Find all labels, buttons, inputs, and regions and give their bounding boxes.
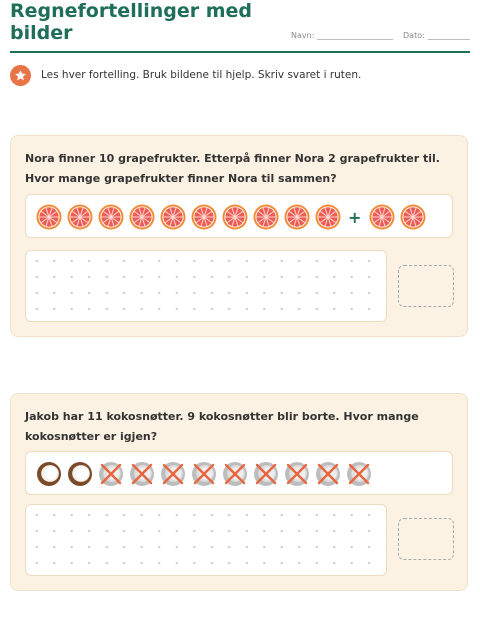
grapefruit-icon — [160, 204, 186, 230]
grapefruit-icon — [98, 204, 124, 230]
grapefruit-icon — [222, 204, 248, 230]
crossed-out-coconut-icon — [129, 461, 155, 487]
crossed-out-coconut-icon — [191, 461, 217, 487]
task-2-picture-box — [25, 451, 453, 495]
task-card-1 — [10, 135, 468, 337]
crossed-out-coconut-icon — [346, 461, 372, 487]
plus-sign: + — [348, 207, 362, 227]
grapefruit-icon — [129, 204, 155, 230]
name-line[interactable] — [317, 38, 393, 40]
grapefruit-icon — [369, 204, 395, 230]
coconut-icon — [67, 461, 93, 487]
crossed-out-coconut-icon — [98, 461, 124, 487]
crossed-out-coconut-icon — [160, 461, 186, 487]
worksheet-title: Regnefortellinger med bilder — [10, 0, 253, 44]
coconut-icon — [36, 461, 62, 487]
name-label: Navn: — [291, 31, 315, 40]
header-divider — [10, 51, 470, 53]
crossed-out-coconut-icon — [315, 461, 341, 487]
grapefruit-icon — [315, 204, 341, 230]
crossed-out-coconut-icon — [253, 461, 279, 487]
date-line[interactable] — [428, 38, 470, 40]
grapefruit-icon — [253, 204, 279, 230]
grapefruit-icon — [191, 204, 217, 230]
task-1-work-area[interactable] — [25, 250, 387, 322]
task-2-icons — [36, 461, 377, 487]
task-2-question: Jakob har 11 kokosnøtter. 9 kokosnøtter blir borte. Hvor mange kokosnøtter er igjen? — [25, 410, 419, 443]
instruction-text: Les hver fortelling. Bruk bildene til hjelp. Skriv svaret i ruten. — [41, 69, 362, 81]
crossed-out-coconut-icon — [284, 461, 310, 487]
worksheet-header — [10, 0, 470, 54]
task-1-answer-box[interactable] — [398, 265, 454, 307]
star-icon — [10, 65, 31, 86]
task-1-icons — [36, 204, 431, 230]
grapefruit-icon — [284, 204, 310, 230]
grapefruit-icon — [36, 204, 62, 230]
date-field[interactable] — [403, 31, 470, 40]
grapefruit-icon — [400, 204, 426, 230]
crossed-out-coconut-icon — [222, 461, 248, 487]
task-2-answer-box[interactable] — [398, 518, 454, 560]
instruction-row — [10, 64, 361, 86]
name-field[interactable] — [291, 31, 393, 40]
task-1-picture-box — [25, 194, 453, 238]
grapefruit-icon — [67, 204, 93, 230]
task-card-2 — [10, 393, 468, 591]
date-label: Dato: — [403, 31, 425, 40]
task-2-work-area[interactable] — [25, 504, 387, 576]
task-1-question: Nora finner 10 grapefrukter. Etterpå finner Nora 2 grapefrukter til. Hvor mange grapefrukter finner Nora til sammen? — [25, 152, 440, 185]
